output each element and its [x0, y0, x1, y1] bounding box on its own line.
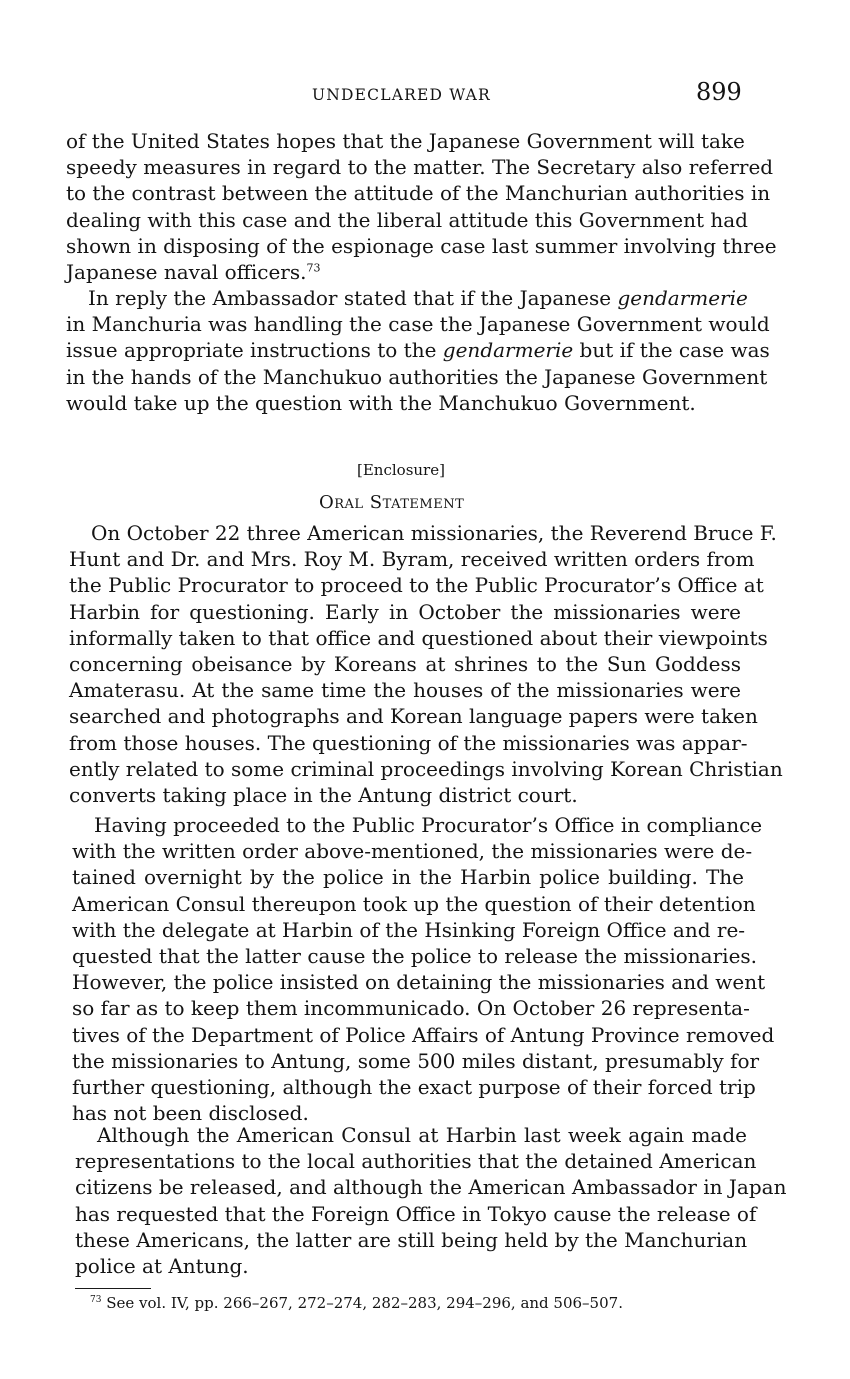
text-line: dealing with this case and the liberal attitude this Government had [66, 207, 748, 232]
text-line: so far as to keep them incommunicado. On October 26 representa- [72, 996, 750, 1021]
text-line: ently related to some criminal proceedings involving Korean Christian [69, 756, 783, 781]
text-line: of the United States hopes that the Japanese Government will take [66, 129, 745, 153]
section-heading: Oral Statement [319, 492, 465, 513]
enclosure-label: [Enclosure] [357, 461, 445, 479]
text-line: informally taken to that office and questioned about their viewpoints [69, 625, 768, 650]
text-line: tained overnight by the police in the Harbin police building. The [72, 865, 744, 890]
text-span: but if the case was [573, 338, 770, 363]
text-line: the missionaries to Antung, some 500 miles distant, presumably for [72, 1048, 760, 1073]
text-line: Hunt and Dr. and Mrs. Roy M. Byram, received written orders from [69, 547, 755, 572]
text-line: Although the American Consul at Harbin last week again made [97, 1123, 747, 1147]
running-title: UNDECLARED WAR [312, 86, 491, 104]
text-line: has not been disclosed. [72, 1101, 309, 1126]
text-line: converts taking place in the Antung district court. [69, 782, 578, 807]
text-line: shown in disposing of the espionage case last summer involving three [66, 233, 777, 258]
text-line: citizens be released, and although the American Ambassador in Japan [75, 1175, 787, 1200]
text-line: Harbin for questioning. Early in October the missionaries were [69, 599, 741, 624]
text-line: On October 22 three American missionaries, the Reverend Bruce F. [91, 521, 777, 545]
footnote-marker: 73 [90, 1295, 102, 1305]
text-line: concerning obeisance by Koreans at shrines to the Sun Goddess [69, 651, 741, 676]
text-line: with the written order above-mentioned, the missionaries were de- [72, 839, 753, 864]
text-line: Amaterasu. At the same time the houses of the missionaries were [69, 678, 741, 703]
text-line: speedy measures in regard to the matter. The Secretary also referred [66, 155, 774, 180]
page-number: 899 [696, 78, 742, 106]
text-span: Japanese naval officers. [66, 259, 307, 284]
paragraph-oral-statement-2 [72, 812, 775, 1126]
text-line [66, 285, 748, 311]
italic-term: gendarmerie [617, 286, 748, 310]
text-line: quested that the latter cause the police to release the missionaries. [72, 943, 758, 968]
text-line: from those houses. The questioning of the missionaries was appar- [69, 730, 748, 755]
paragraph-oral-statement-3 [75, 1122, 787, 1279]
text-line-with-footnote [66, 259, 738, 285]
text-line: However, the police insisted on detaining the missionaries and went [72, 970, 766, 995]
text-line: further questioning, although the exact purpose of their forced trip [72, 1074, 756, 1099]
text-line: American Consul thereupon took up the question of their detention [72, 891, 756, 916]
text-line: to the contrast between the attitude of the Manchurian authorities in [66, 181, 771, 206]
text-line: tives of the Department of Police Affairs of Antung Province removed [72, 1022, 775, 1047]
text-line: has requested that the Foreign Office in Tokyo cause the release of [75, 1201, 757, 1226]
text-line: police at Antung. [75, 1253, 249, 1278]
text-line: in the hands of the Manchukuo authorities the Japanese Government [66, 364, 768, 389]
paragraph-continuation [66, 128, 777, 285]
text-line: with the delegate at Harbin of the Hsinking Foreign Office and re- [72, 917, 746, 942]
text-line: in Manchuria was handling the case the Japanese Government would [66, 312, 770, 337]
paragraph-ambassador-reply [66, 285, 770, 416]
text-line: these Americans, the latter are still being held by the Manchurian [75, 1227, 748, 1252]
footnote-text: See vol. IV, pp. 266–267, 272–274, 282–283, 294–296, and 506–507. [101, 1294, 623, 1312]
text-line [66, 337, 770, 363]
footnote [90, 1294, 623, 1312]
text-span: In reply the Ambassador stated that if the Japanese [88, 286, 618, 310]
text-line: would take up the question with the Manchukuo Government. [66, 390, 696, 415]
text-line: searched and photographs and Korean language papers were taken [69, 704, 758, 729]
italic-term: gendarmerie [442, 338, 574, 363]
footnote-divider [75, 1288, 151, 1289]
text-line: representations to the local authorities that the detained American [75, 1149, 757, 1174]
text-line: the Public Procurator to proceed to the Public Procurator’s Office at [69, 573, 764, 598]
footnote-reference: 73 [306, 261, 321, 275]
text-span: issue appropriate instructions to the [66, 338, 443, 363]
text-line: Having proceeded to the Public Procurator’s Office in compliance [94, 813, 763, 837]
paragraph-oral-statement-1 [69, 520, 783, 808]
